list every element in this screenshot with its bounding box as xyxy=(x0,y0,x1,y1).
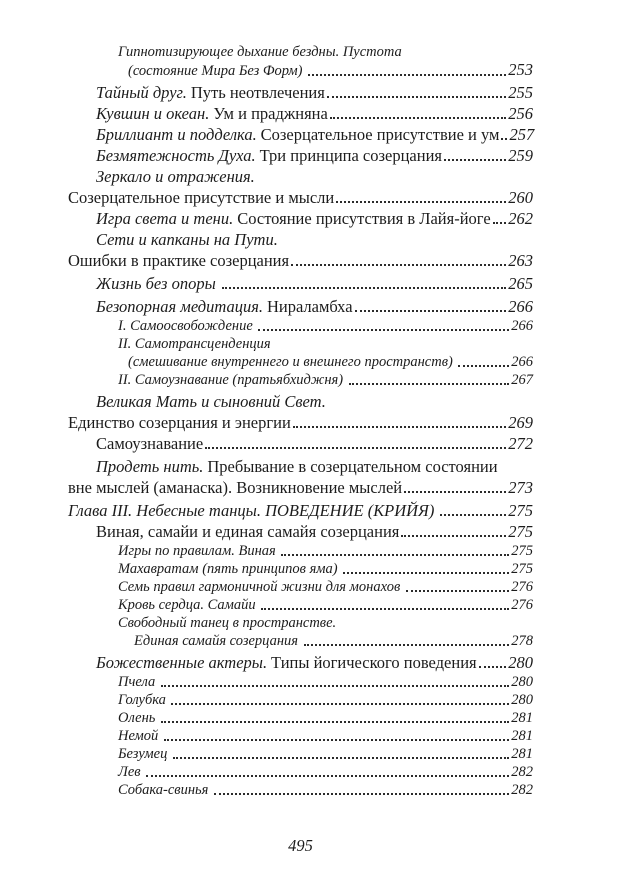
leader-dots xyxy=(343,572,509,574)
toc-entry xyxy=(68,104,533,123)
entry-title-italic: Собака-свинья xyxy=(118,782,209,798)
entry-title-italic: Тайный друг. xyxy=(96,83,187,102)
leader-dots xyxy=(444,159,506,161)
leader-dots xyxy=(349,383,510,385)
leader-dots xyxy=(171,703,509,705)
entry-title: Типы йогического поведения xyxy=(271,653,477,672)
toc-entry xyxy=(68,318,533,334)
entry-title: Самоузнавание xyxy=(96,434,204,453)
toc-entry xyxy=(68,146,533,165)
toc-entry xyxy=(68,274,533,293)
toc-entry xyxy=(68,543,533,559)
leader-dots xyxy=(336,201,506,203)
entry-title: Три принципа созерцания xyxy=(259,146,442,165)
entry-title-italic: Зеркало и отражения. xyxy=(96,167,255,186)
toc-entry xyxy=(68,83,533,102)
entry-title-italic: Глава III. Небесные танцы. ПОВЕДЕНИЕ (КРИЙЯ) xyxy=(68,501,435,520)
entry-page: 282 xyxy=(511,782,533,798)
entry-title-italic: (смешивание внутреннего и внешнего пространств) xyxy=(128,354,453,370)
entry-page: 256 xyxy=(508,104,533,123)
entry-title-italic: Игра света и тени. xyxy=(96,209,234,228)
entry-page: 275 xyxy=(508,501,533,520)
entry-page: 278 xyxy=(511,633,533,649)
toc-entry xyxy=(68,579,533,595)
entry-title: Созерцательное присутствие и ум xyxy=(260,125,500,144)
toc-entry xyxy=(68,674,533,690)
entry-page: 276 xyxy=(511,579,533,595)
entry-page: 281 xyxy=(511,746,533,762)
entry-title-italic: Лев xyxy=(118,764,141,780)
entry-page: 272 xyxy=(508,434,533,453)
entry-page: 266 xyxy=(508,297,533,316)
entry-title: Ум и праджняна xyxy=(213,104,328,123)
entry-page: 281 xyxy=(511,710,533,726)
leader-dots xyxy=(161,685,510,687)
page-number: 495 xyxy=(288,836,313,855)
entry-title-italic: Пчела xyxy=(118,674,156,690)
entry-page: 266 xyxy=(511,354,533,370)
leader-dots xyxy=(214,793,509,795)
leader-dots xyxy=(479,666,507,668)
leader-dots xyxy=(406,590,510,592)
leader-dots xyxy=(355,310,507,312)
entry-title-italic: Безопорная медитация. xyxy=(96,297,263,316)
entry-title: Ошибки в практике созерцания xyxy=(68,251,290,270)
entry-title-italic: Свободный танец в пространстве. xyxy=(118,615,337,631)
entry-title-italic: Безмятежность Духа. xyxy=(96,146,256,165)
entry-page: 255 xyxy=(508,83,533,102)
leader-dots xyxy=(330,117,506,119)
toc xyxy=(68,44,533,800)
toc-entry xyxy=(68,478,533,497)
entry-title: вне мыслей (аманаска). Возникновение мыслей xyxy=(68,478,403,497)
leader-dots xyxy=(205,447,506,449)
entry-page: 276 xyxy=(511,597,533,613)
entry-page: 269 xyxy=(508,413,533,432)
toc-entry xyxy=(68,251,533,270)
toc-entry xyxy=(68,728,533,744)
entry-page: 259 xyxy=(508,146,533,165)
entry-title: Виная, самайи и единая самайя созерцания xyxy=(96,522,400,541)
entry-title-italic: Игры по правилам. Виная xyxy=(118,543,276,559)
toc-entry xyxy=(68,336,533,352)
leader-dots xyxy=(293,426,506,428)
entry-page: 266 xyxy=(511,318,533,334)
toc-entry xyxy=(68,354,533,370)
toc-entry xyxy=(68,413,533,432)
entry-page: 275 xyxy=(511,543,533,559)
entry-page: 257 xyxy=(509,125,535,144)
leader-dots xyxy=(493,222,507,224)
entry-title: Пребывание в созерцательном состоянии xyxy=(207,457,498,476)
leader-dots xyxy=(440,514,506,516)
leader-dots xyxy=(146,775,509,777)
leader-dots xyxy=(261,608,509,610)
toc-entry xyxy=(68,457,533,476)
entry-page: 253 xyxy=(508,60,533,79)
entry-title-italic: Безумец xyxy=(118,746,168,762)
toc-entry xyxy=(68,764,533,780)
leader-dots xyxy=(258,329,509,331)
toc-entry xyxy=(68,746,533,762)
toc-entry xyxy=(68,692,533,708)
toc-entry xyxy=(68,230,533,249)
toc-entry xyxy=(68,710,533,726)
entry-title: Созерцательное присутствие и мысли xyxy=(68,188,335,207)
leader-dots xyxy=(304,644,510,646)
entry-title-italic: Бриллиант и подделка. xyxy=(96,125,257,144)
entry-title: Путь неотвлечения xyxy=(190,83,325,102)
entry-title-italic: Единая самайя созерцания xyxy=(134,633,299,649)
toc-entry xyxy=(68,392,533,411)
toc-entry xyxy=(68,522,533,541)
toc-entry xyxy=(68,372,533,388)
entry-title: Состояние присутствия в Лайя-йоге xyxy=(237,209,491,228)
leader-dots xyxy=(401,535,506,537)
entry-title-italic: Кувшин и океан. xyxy=(96,104,210,123)
toc-entry xyxy=(68,782,533,798)
toc-entry xyxy=(68,44,533,60)
entry-title-italic: Олень xyxy=(118,710,156,726)
toc-entry xyxy=(68,653,533,672)
entry-title-italic: Голубка xyxy=(118,692,166,708)
toc-entry xyxy=(68,615,533,631)
entry-title-italic: Продеть нить. xyxy=(96,457,204,476)
entry-title-italic: Немой xyxy=(118,728,159,744)
leader-dots xyxy=(173,757,509,759)
entry-title-italic: Жизнь без опоры xyxy=(96,274,216,293)
entry-page: 273 xyxy=(508,478,533,497)
toc-entry xyxy=(68,188,533,207)
leader-dots xyxy=(164,739,509,741)
entry-page: 262 xyxy=(508,209,533,228)
entry-title-italic: Махавратам (пять принципов яма) xyxy=(118,561,338,577)
leader-dots xyxy=(161,721,509,723)
entry-title-italic: (состояние Мира Без Форм) xyxy=(128,63,303,79)
entry-title-italic: Семь правил гармоничной жизни для монахов xyxy=(118,579,401,595)
entry-title-italic: Гипнотизирующее дыхание бездны. Пустота xyxy=(118,44,402,60)
entry-title-italic: I. Самоосвобождение xyxy=(118,318,253,334)
entry-title-italic: II. Самоузнавание (пратьябхиджня) xyxy=(118,372,344,388)
entry-title-italic: Божественные актеры. xyxy=(96,653,268,672)
toc-entry xyxy=(68,434,533,453)
toc-entry xyxy=(68,209,533,228)
entry-page: 281 xyxy=(511,728,533,744)
leader-dots xyxy=(281,554,509,556)
leader-dots xyxy=(327,96,506,98)
entry-title-italic: Великая Мать и сыновний Свет. xyxy=(96,392,326,411)
entry-page: 282 xyxy=(511,764,533,780)
leader-dots xyxy=(291,264,506,266)
entry-title-italic: Сети и капканы на Пути. xyxy=(96,230,278,249)
leader-dots xyxy=(501,138,507,140)
toc-entry xyxy=(68,297,533,316)
leader-dots xyxy=(222,287,507,289)
leader-dots xyxy=(458,365,509,367)
toc-entry xyxy=(68,597,533,613)
toc-entry xyxy=(68,167,533,186)
toc-entry xyxy=(68,501,533,520)
entry-page: 263 xyxy=(508,251,533,270)
toc-entry xyxy=(68,125,533,144)
entry-page: 265 xyxy=(508,274,533,293)
entry-title-italic: Кровь сердца. Самайи xyxy=(118,597,256,613)
entry-title: Единство созерцания и энергии xyxy=(68,413,291,432)
entry-title: Нираламбха xyxy=(266,297,353,316)
entry-page: 280 xyxy=(508,653,533,672)
entry-page: 280 xyxy=(511,692,533,708)
toc-entry xyxy=(68,633,533,649)
entry-title-italic: II. Самотрансценденция xyxy=(118,336,271,352)
toc-entry xyxy=(68,62,533,79)
entry-page: 280 xyxy=(511,674,533,690)
toc-entry xyxy=(68,561,533,577)
leader-dots xyxy=(404,491,506,493)
entry-page: 275 xyxy=(508,522,533,541)
leader-dots xyxy=(308,74,506,76)
entry-page: 267 xyxy=(511,372,533,388)
entry-page: 260 xyxy=(508,188,533,207)
entry-page: 275 xyxy=(511,561,533,577)
